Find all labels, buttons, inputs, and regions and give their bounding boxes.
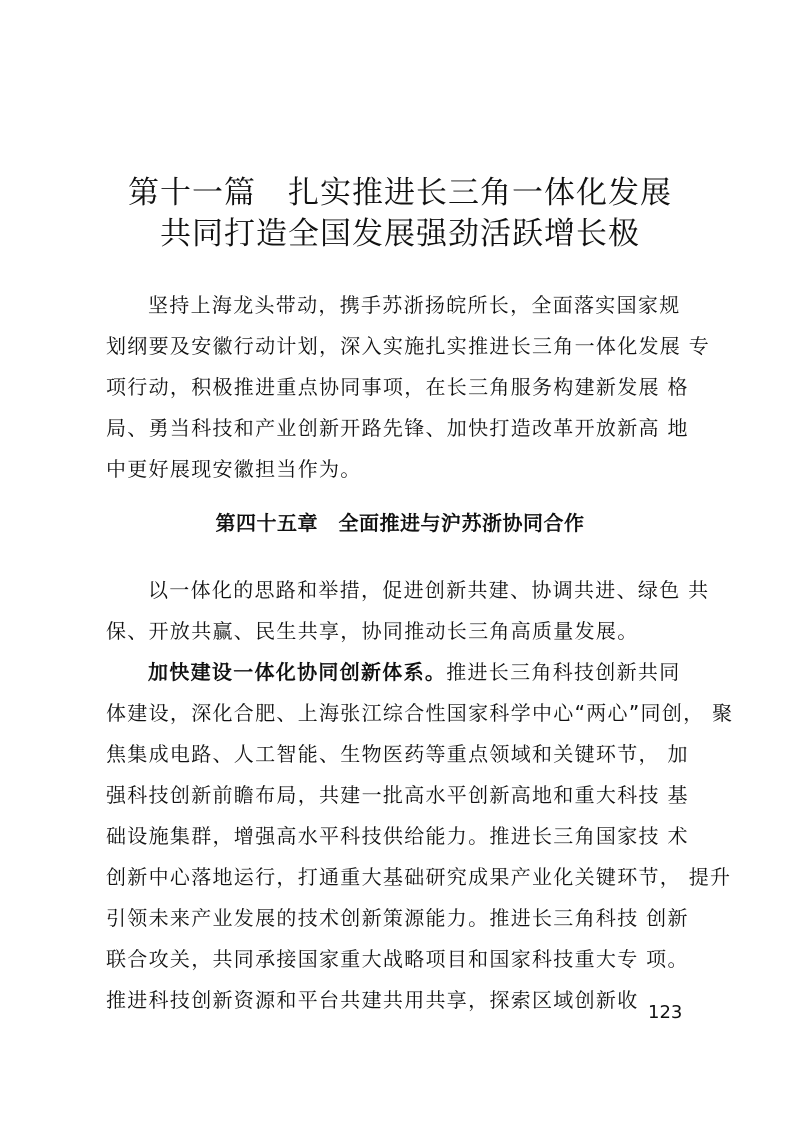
text-line: 础设施集群，增强高水平科技供给能力。推进长三角国家技 术 (106, 824, 689, 848)
section-first-line-rest: 推进长三角科技创新共同 (446, 660, 681, 684)
chapter-heading: 第四十五章 全面推进与沪苏浙协同合作 (215, 511, 585, 535)
intro-paragraph (106, 285, 711, 490)
section-lead: 加快建设一体化协同创新体系。 (148, 660, 447, 684)
part-title-line-1: 第十一篇 扎实推进长三角一体化发展 (128, 175, 672, 211)
chapter-intro-paragraph (106, 570, 710, 652)
text-line: 以一体化的思路和举措，促进创新共建、协调共进、绿色 共 (148, 578, 710, 602)
text-line: 推进科技创新资源和平台共建共用共享，探索区域创新收 (106, 988, 639, 1012)
text-line: 体建设，深化合肥、上海张江综合性国家科学中心“两心”同创， 聚 (106, 701, 734, 725)
text-line: 局、勇当科技和产业创新开路先锋、加快打造改革开放新高 地 (106, 416, 689, 440)
text-line: 中更好展现安徽担当作为。 (106, 457, 362, 481)
text-line: 联合攻关，共同承接国家重大战略项目和国家科技重大专 项。 (106, 947, 689, 971)
text-line: 保、开放共赢、民生共享，协同推动长三角高质量发展。 (106, 619, 639, 643)
part-title-line-2: 共同打造全国发展强劲活跃增长极 (160, 216, 640, 252)
text-line: 创新中心落地运行，打通重大基础研究成果产业化关键环节， 提升 (106, 865, 732, 889)
text-line: 坚持上海龙头带动，携手苏浙扬皖所长，全面落实国家规 (148, 293, 681, 317)
text-line: 引领未来产业发展的技术创新策源能力。推进长三角科技 创新 (106, 906, 689, 930)
text-line: 划纲要及安徽行动计划，深入实施扎实推进长三角一体化发展 专 (106, 334, 711, 358)
text-line: 强科技创新前瞻布局，共建一批高水平创新高地和重大科技 基 (106, 783, 689, 807)
text-line: 焦集成电路、人工智能、生物医药等重点领域和关键环节， 加 (106, 742, 689, 766)
section-paragraph (106, 652, 734, 1021)
page-number: 123 (648, 1002, 683, 1023)
text-line: 项行动，积极推进重点协同事项，在长三角服务构建新发展 格 (106, 375, 689, 399)
text-line (106, 652, 706, 693)
